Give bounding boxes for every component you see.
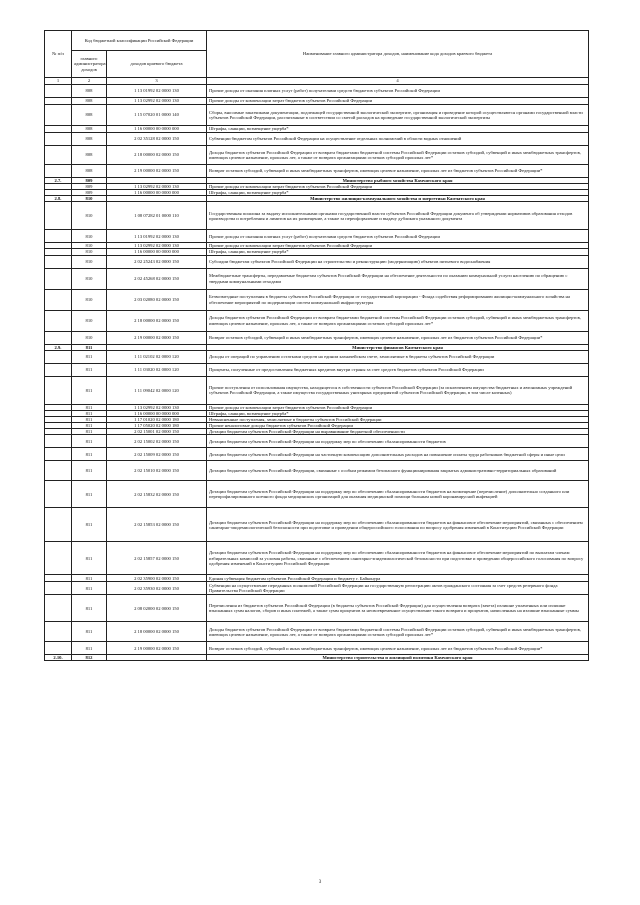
row-number	[45, 508, 72, 542]
income-name: Прочие доходы от компенсации затрат бюджетов субъектов Российской Федерации	[207, 404, 589, 410]
row-number: 2.9.	[45, 344, 72, 350]
income-code: 1 13 02992 02 0000 130	[107, 243, 207, 249]
income-code: 1 15 07020 01 0000 140	[107, 105, 207, 126]
admin-code: 809	[72, 178, 107, 184]
row-number	[45, 331, 72, 344]
income-code: 1 16 00000 00 0000 000	[107, 249, 207, 255]
income-name: Доходы бюджетов субъектов Российской Федерации от возврата бюджетами бюджетной системы Российской Федерации остатков субсидий, субвенций и иных межбюджетных трансфертов, имеющих целевое назначение, прошлых лет, а также от возврата организациями остатков субсидий прошлых лет*	[207, 146, 589, 165]
row-number	[45, 146, 72, 165]
header-admin: главного администратора доходов	[72, 51, 107, 78]
table-row	[45, 461, 589, 481]
admin-code: 808	[72, 85, 107, 98]
admin-code: 811	[72, 422, 107, 428]
admin-code: 810	[72, 243, 107, 249]
column-index: 2	[72, 78, 107, 85]
income-code: 1 11 02102 02 0000 120	[107, 350, 207, 363]
income-name: Единая субвенция бюджетам субъектов Российской Федерации и бюджету г. Байконура	[207, 575, 589, 582]
table-row	[45, 85, 589, 98]
row-number	[45, 542, 72, 575]
admin-code: 808	[72, 98, 107, 105]
table-row	[45, 642, 589, 655]
income-name: Министерство рыбного хозяйства Камчатского края	[207, 178, 589, 184]
income-name: Прочие доходы от компенсации затрат бюджетов субъектов Российской Федерации	[207, 98, 589, 105]
admin-code: 811	[72, 582, 107, 595]
income-name: Дотации бюджетам субъектов Российской Федерации на поддержку мер по обеспечению сбалансированности бюджетов на возмещение (перечисление) дополнительно созданного или перепрофилированного коечного фонда медицинских организаций для оказания медицинской помощи больным новой коронавирусной инфекцией	[207, 481, 589, 508]
row-number	[45, 126, 72, 133]
admin-code: 811	[72, 404, 107, 410]
income-name: Безвозмездные поступления в бюджеты субъектов Российской Федерации от государственной корпорации - Фонда содействия реформированию жилищно-коммунального хозяйства на обеспечение мероприятий по модернизации систем коммунальной инфраструктуры	[207, 289, 589, 310]
income-code: 1 16 00000 00 0000 000	[107, 126, 207, 133]
column-index: 1	[45, 78, 72, 85]
income-code: 2 02 15832 02 0000 150	[107, 481, 207, 508]
income-code: 1 13 01992 02 0000 130	[107, 230, 207, 243]
income-code: 1 17 01020 02 0000 180	[107, 416, 207, 422]
income-name: Прочие доходы от компенсации затрат бюджетов субъектов Российской Федерации	[207, 243, 589, 249]
admin-code: 811	[72, 448, 107, 461]
column-index-row	[45, 78, 589, 85]
table-row	[45, 448, 589, 461]
header-income: доходов краевого бюджета	[107, 51, 207, 78]
income-name: Государственная пошлина за выдачу исполнительными органами государственной власти субъектов Российской Федерации документа об утверждении нормативов образования отходов производства и потребления и лимитов на их размещение, а также за переоформление и выдачу дубликата указанного документа	[207, 202, 589, 230]
income-code: 1 16 00000 00 0000 000	[107, 190, 207, 196]
income-name: Сборы, вносимые заказчиками документации, подлежащей государственной экологической экспертизе, организация и проведение которой осуществляются органами государственной власти субъектов Российской Федерации, рассчитанные в соответствии со сметой расходов на проведение государственной экологической экспертизы	[207, 105, 589, 126]
table-row	[45, 575, 589, 582]
table-row	[45, 146, 589, 165]
income-name: Прочие неналоговые доходы бюджетов субъектов Российской Федерации	[207, 422, 589, 428]
admin-code: 810	[72, 310, 107, 331]
table-row	[45, 126, 589, 133]
income-code: 2 02 15001 02 0000 150	[107, 429, 207, 435]
income-code: 2 08 02000 02 0000 150	[107, 595, 207, 622]
section-row	[45, 655, 589, 661]
table-row	[45, 595, 589, 622]
income-name: Штрафы, санкции, возмещение ущерба*	[207, 410, 589, 416]
income-name: Невыясненные поступления, зачисляемые в бюджеты субъектов Российской Федерации	[207, 416, 589, 422]
income-code: 1 13 02992 02 0000 130	[107, 184, 207, 190]
table-row	[45, 310, 589, 331]
table-row	[45, 542, 589, 575]
admin-code: 811	[72, 416, 107, 422]
row-number	[45, 575, 72, 582]
row-number	[45, 202, 72, 230]
income-name: Прочие доходы от компенсации затрат бюджетов субъектов Российской Федерации	[207, 184, 589, 190]
table-row	[45, 435, 589, 448]
table-row	[45, 268, 589, 289]
income-code: 2 02 15010 02 0000 150	[107, 461, 207, 481]
admin-code: 812	[72, 655, 107, 661]
admin-code: 811	[72, 344, 107, 350]
admin-code: 810	[72, 331, 107, 344]
admin-code: 811	[72, 461, 107, 481]
income-code: 2 02 45268 02 0000 150	[107, 268, 207, 289]
page-number: 3	[318, 880, 322, 885]
column-index: 4	[207, 78, 589, 85]
header-number: № п/п	[45, 31, 72, 78]
row-number	[45, 268, 72, 289]
admin-code: 810	[72, 249, 107, 255]
income-code: 1 08 07282 01 0000 110	[107, 202, 207, 230]
income-name: Министерство финансов Камчатского края	[207, 344, 589, 350]
row-number	[45, 448, 72, 461]
row-number	[45, 310, 72, 331]
admin-code: 808	[72, 126, 107, 133]
admin-code: 808	[72, 146, 107, 165]
income-code	[107, 655, 207, 661]
table-header-row	[45, 31, 589, 51]
row-number	[45, 435, 72, 448]
table-body	[45, 85, 589, 661]
income-code: 2 02 15857 02 0000 150	[107, 542, 207, 575]
row-number	[45, 461, 72, 481]
income-name: Доходы бюджетов субъектов Российской Федерации от возврата бюджетами бюджетной системы Российской Федерации остатков субсидий, субвенций и иных межбюджетных трансфертов, имеющих целевое назначение, прошлых лет, а также от возврата организациями остатков субсидий прошлых лет*	[207, 310, 589, 331]
income-codes-table	[44, 30, 589, 661]
table-row	[45, 481, 589, 508]
table-row	[45, 622, 589, 642]
income-name: Дотации бюджетам субъектов Российской Федерации, связанные с особым режимом безопасного функционирования закрытых административно-территориальных образований	[207, 461, 589, 481]
admin-code: 811	[72, 595, 107, 622]
admin-code: 811	[72, 363, 107, 376]
income-code: 1 13 02992 02 0000 130	[107, 404, 207, 410]
admin-code: 809	[72, 190, 107, 196]
table-row	[45, 230, 589, 243]
table-row	[45, 105, 589, 126]
row-number	[45, 622, 72, 642]
table-row	[45, 363, 589, 376]
income-name: Прочие доходы от оказания платных услуг (работ) получателями средств бюджетов субъектов Российской Федерации	[207, 85, 589, 98]
header-name: Наименование главного администратора доходов, наименование кода доходов краевого бюджета	[207, 31, 589, 78]
income-name: Прочие поступления от использования имущества, находящегося в собственности субъектов Российской Федерации (за исключением имущества бюджетных и автономных учреждений субъектов Российской Федерации, а также имущества государственных унитарных предприятий субъектов Российской Федерации, в том числе казенных)	[207, 376, 589, 404]
row-number	[45, 133, 72, 146]
income-name: Штрафы, санкции, возмещение ущерба*	[207, 249, 589, 255]
income-name: Субвенции на осуществление переданных полномочий Российской Федерации на государственную регистрацию актов гражданского состояния за счет средств резервного фонда Правительства Российской Федерации	[207, 582, 589, 595]
income-name: Штрафы, санкции, возмещение ущерба*	[207, 190, 589, 196]
admin-code: 811	[72, 410, 107, 416]
income-code: 2 18 00000 02 0000 150	[107, 310, 207, 331]
income-code: 1 16 00000 00 0000 000	[107, 410, 207, 416]
row-number	[45, 642, 72, 655]
table-row	[45, 165, 589, 178]
income-name: Доходы бюджетов субъектов Российской Федерации от возврата бюджетами бюджетной системы Российской Федерации остатков субсидий, субвенций и иных межбюджетных трансфертов, имеющих целевое назначение, прошлых лет, а также от возврата организациями остатков субсидий прошлых лет*	[207, 622, 589, 642]
income-code: 2 02 15853 02 0000 150	[107, 508, 207, 542]
admin-code: 811	[72, 575, 107, 582]
admin-code: 811	[72, 622, 107, 642]
column-index: 3	[107, 78, 207, 85]
income-name: Возврат остатков субсидий, субвенций и иных межбюджетных трансфертов, имеющих целевое назначение, прошлых лет из бюджетов субъектов Российской Федерации*	[207, 642, 589, 655]
income-code: 1 13 01992 02 0000 130	[107, 85, 207, 98]
row-number	[45, 98, 72, 105]
row-number	[45, 350, 72, 363]
income-name: Межбюджетные трансферты, передаваемые бюджетам субъектов Российской Федерации на обеспечение деятельности по оказанию коммунальной услуги населению по обращению с твердыми коммунальными отходами	[207, 268, 589, 289]
row-number	[45, 363, 72, 376]
income-name: Штрафы, санкции, возмещение ущерба*	[207, 126, 589, 133]
income-name: Субсидии бюджетам субъектов Российской Федерации на строительство и реконструкцию (модернизацию) объектов питьевого водоснабжения	[207, 255, 589, 268]
admin-code: 808	[72, 105, 107, 126]
row-number	[45, 481, 72, 508]
income-name: Доходы от операций по управлению остатками средств на едином казначейском счете, зачисляемые в бюджеты субъектов Российской Федерации	[207, 350, 589, 363]
income-name: Министерство жилищно-коммунального хозяйства и энергетики Камчатского края	[207, 196, 589, 202]
income-name: Возврат остатков субсидий, субвенций и иных межбюджетных трансфертов, имеющих целевое назначение, прошлых лет из бюджетов субъектов Российской Федерации*	[207, 331, 589, 344]
income-code: 2 19 00000 02 0000 150	[107, 331, 207, 344]
row-number	[45, 255, 72, 268]
income-code: 2 02 35900 02 0000 150	[107, 575, 207, 582]
income-code: 2 19 00000 02 0000 150	[107, 642, 207, 655]
admin-code: 810	[72, 196, 107, 202]
admin-code: 809	[72, 184, 107, 190]
income-name: Дотации бюджетам субъектов Российской Федерации на поддержку мер по обеспечению сбалансированности бюджетов	[207, 435, 589, 448]
income-code: 2 02 15002 02 0000 150	[107, 435, 207, 448]
admin-code: 810	[72, 202, 107, 230]
table-row	[45, 289, 589, 310]
admin-code: 811	[72, 435, 107, 448]
row-number: 2.7.	[45, 178, 72, 184]
admin-code: 810	[72, 255, 107, 268]
table-row	[45, 582, 589, 595]
income-code: 1 13 02992 02 0000 130	[107, 98, 207, 105]
admin-code: 811	[72, 642, 107, 655]
table-row	[45, 202, 589, 230]
income-code: 2 18 00000 02 0000 150	[107, 146, 207, 165]
row-number	[45, 376, 72, 404]
admin-code: 808	[72, 165, 107, 178]
admin-code: 811	[72, 542, 107, 575]
row-number	[45, 289, 72, 310]
income-name: Министерство строительства и жилищной политики Камчатского края	[207, 655, 589, 661]
income-code: 1 11 03020 02 0000 120	[107, 363, 207, 376]
income-name: Возврат остатков субсидий, субвенций и иных межбюджетных трансфертов, имеющих целевое назначение, прошлых лет из бюджетов субъектов Российской Федерации*	[207, 165, 589, 178]
income-name: Дотации бюджетам субъектов Российской Федерации на частичную компенсацию дополнительных расходов на повышение оплаты труда работников бюджетной сферы и иные цели	[207, 448, 589, 461]
row-number	[45, 582, 72, 595]
table-row	[45, 133, 589, 146]
income-code: 1 17 05020 02 0000 180	[107, 422, 207, 428]
income-code: 1 11 09042 02 0000 120	[107, 376, 207, 404]
admin-code: 811	[72, 481, 107, 508]
row-number: 2.8.	[45, 196, 72, 202]
table-row	[45, 508, 589, 542]
income-code: 2 02 15009 02 0000 150	[107, 448, 207, 461]
table-row	[45, 331, 589, 344]
table-row	[45, 350, 589, 363]
income-name: Проценты, полученные от предоставления бюджетных кредитов внутри страны за счет средств бюджетов субъектов Российской Федерации	[207, 363, 589, 376]
income-name: Прочие доходы от оказания платных услуг (работ) получателями средств бюджетов субъектов Российской Федерации	[207, 230, 589, 243]
income-code: 2 03 02080 02 0000 150	[107, 289, 207, 310]
income-name: Субвенции бюджетам субъектов Российской Федерации на осуществление отдельных полномочий в области водных отношений	[207, 133, 589, 146]
income-name: Дотации бюджетам субъектов Российской Федерации на поддержку мер по обеспечению сбалансированности бюджетов на финансовое обеспечение мероприятий, связанных с обеспечением санитарно-эпидемиологической безопасности при подготовке и проведении общероссийского голосования по вопросу одобрения изменений в Конституцию Российской Федерации	[207, 508, 589, 542]
income-code: 2 19 00000 02 0000 150	[107, 165, 207, 178]
admin-code: 811	[72, 508, 107, 542]
row-number	[45, 595, 72, 622]
income-name: Перечисления из бюджетов субъектов Российской Федерации (в бюджеты субъектов Российской Федерации) для осуществления возврата (зачета) излишне уплаченных или излишне взысканных сумм налогов, сборов и иных платежей, а также сумм процентов за несвоевременное осуществление такого возврата и процентов, начисленных на излишне взысканные суммы	[207, 595, 589, 622]
income-code: 2 02 35930 02 0000 150	[107, 582, 207, 595]
income-code: 2 02 25243 02 0000 150	[107, 255, 207, 268]
admin-code: 811	[72, 429, 107, 435]
admin-code: 810	[72, 289, 107, 310]
admin-code: 808	[72, 133, 107, 146]
admin-code: 810	[72, 268, 107, 289]
income-code: 2 18 00000 02 0000 150	[107, 622, 207, 642]
admin-code: 810	[72, 230, 107, 243]
row-number	[45, 230, 72, 243]
income-code: 2 02 35128 02 0000 150	[107, 133, 207, 146]
row-number	[45, 105, 72, 126]
header-classification: Код бюджетной классификации Российской Федерации	[72, 31, 207, 51]
row-number	[45, 85, 72, 98]
row-number: 2.10.	[45, 655, 72, 661]
table-row	[45, 98, 589, 105]
income-name: Дотации бюджетам субъектов Российской Федерации на поддержку мер по обеспечению сбалансированности бюджетов на финансовое обеспечение мероприятий по выплатам членам избирательных комиссий за условия работы, связанные с обеспечением санитарно-эпидемиологической безопасности при подготовке и проведении общероссийского голосования по вопросу одобрения изменений в Конституцию Российской Федерации	[207, 542, 589, 575]
table-row	[45, 255, 589, 268]
table-row	[45, 376, 589, 404]
admin-code: 811	[72, 376, 107, 404]
admin-code: 811	[72, 350, 107, 363]
row-number	[45, 165, 72, 178]
income-name: Дотации бюджетам субъектов Российской Федерации на выравнивание бюджетной обеспеченности	[207, 429, 589, 435]
